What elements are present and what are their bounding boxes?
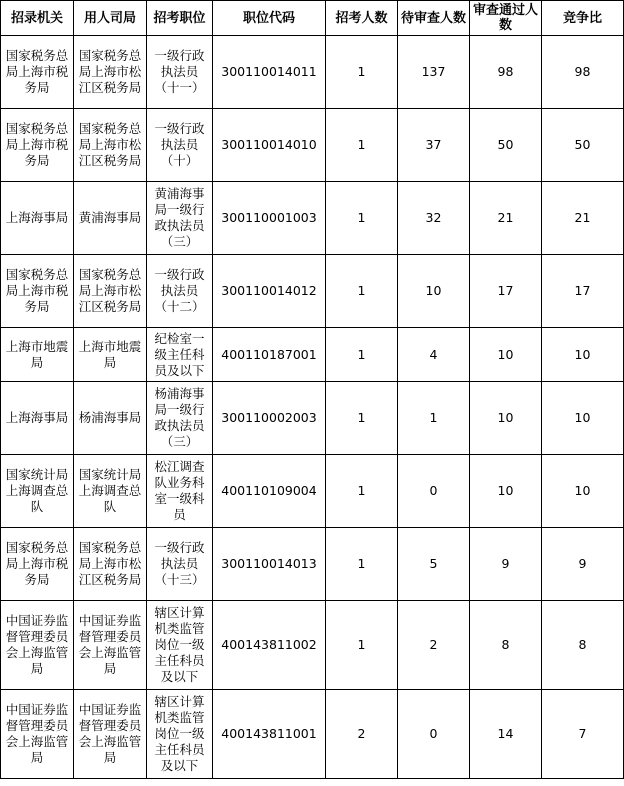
header-cell: 竞争比 <box>542 1 624 36</box>
table-row <box>1 601 624 690</box>
table-body <box>1 36 624 779</box>
table-cell: 9 <box>470 528 542 601</box>
header-cell: 用人司局 <box>74 1 147 36</box>
header-cell: 待审查人数 <box>398 1 470 36</box>
table-cell: 国家税务总局上海市税务局 <box>1 255 74 328</box>
table-row <box>1 328 624 382</box>
table-cell: 17 <box>542 255 624 328</box>
table-cell: 国家税务总局上海市税务局 <box>1 528 74 601</box>
table-cell: 50 <box>542 109 624 182</box>
table-cell: 98 <box>542 36 624 109</box>
table-cell: 10 <box>542 382 624 455</box>
table-cell: 上海海事局 <box>1 182 74 255</box>
table-cell: 1 <box>326 182 398 255</box>
table-cell: 一级行政执法员（十二） <box>147 255 213 328</box>
table-cell: 1 <box>326 109 398 182</box>
table-cell: 上海市地震局 <box>1 328 74 382</box>
table-cell: 1 <box>326 255 398 328</box>
header-cell: 招考人数 <box>326 1 398 36</box>
table-cell: 辖区计算机类监管岗位一级主任科员及以下 <box>147 690 213 779</box>
header-cell: 职位代码 <box>213 1 326 36</box>
table-cell: 1 <box>326 382 398 455</box>
table-row <box>1 690 624 779</box>
table-cell: 国家税务总局上海市税务局 <box>1 36 74 109</box>
table-cell: 8 <box>470 601 542 690</box>
table-cell: 中国证券监督管理委员会上海监管局 <box>1 601 74 690</box>
table-cell: 300110014012 <box>213 255 326 328</box>
table-cell: 5 <box>398 528 470 601</box>
table-cell: 1 <box>326 328 398 382</box>
table-cell: 一级行政执法员（十一） <box>147 36 213 109</box>
table-cell: 14 <box>470 690 542 779</box>
table-cell: 9 <box>542 528 624 601</box>
table-cell: 10 <box>542 328 624 382</box>
table-cell: 21 <box>542 182 624 255</box>
table-cell: 辖区计算机类监管岗位一级主任科员及以下 <box>147 601 213 690</box>
table-row <box>1 182 624 255</box>
table-cell: 10 <box>470 382 542 455</box>
table-header <box>1 1 624 36</box>
table-cell: 400110109004 <box>213 455 326 528</box>
table-cell: 国家税务总局上海市松江区税务局 <box>74 36 147 109</box>
table-cell: 1 <box>398 382 470 455</box>
table-cell: 2 <box>398 601 470 690</box>
table-cell: 一级行政执法员（十） <box>147 109 213 182</box>
table-cell: 1 <box>326 455 398 528</box>
table-cell: 黄浦海事局 <box>74 182 147 255</box>
table-cell: 1 <box>326 36 398 109</box>
table-cell: 300110002003 <box>213 382 326 455</box>
table-cell: 上海海事局 <box>1 382 74 455</box>
table-row <box>1 528 624 601</box>
table-cell: 国家税务总局上海市松江区税务局 <box>74 255 147 328</box>
table-cell: 137 <box>398 36 470 109</box>
table-cell: 1 <box>326 528 398 601</box>
table-cell: 98 <box>470 36 542 109</box>
table-row <box>1 455 624 528</box>
table-cell: 10 <box>542 455 624 528</box>
table-cell: 10 <box>470 328 542 382</box>
table-cell: 400143811001 <box>213 690 326 779</box>
table-cell: 2 <box>326 690 398 779</box>
table-cell: 300110014011 <box>213 36 326 109</box>
table-cell: 7 <box>542 690 624 779</box>
table-cell: 黄浦海事局一级行政执法员（三） <box>147 182 213 255</box>
table-row <box>1 109 624 182</box>
table-cell: 21 <box>470 182 542 255</box>
table-row <box>1 255 624 328</box>
table-cell: 杨浦海事局一级行政执法员（三） <box>147 382 213 455</box>
header-cell: 招考职位 <box>147 1 213 36</box>
table-cell: 上海市地震局 <box>74 328 147 382</box>
table-cell: 10 <box>398 255 470 328</box>
table-cell: 4 <box>398 328 470 382</box>
table-cell: 400143811002 <box>213 601 326 690</box>
table-cell: 中国证券监督管理委员会上海监管局 <box>1 690 74 779</box>
table-cell: 中国证券监督管理委员会上海监管局 <box>74 601 147 690</box>
table-cell: 10 <box>470 455 542 528</box>
header-row <box>1 1 624 36</box>
header-cell: 招录机关 <box>1 1 74 36</box>
table-cell: 300110014013 <box>213 528 326 601</box>
table-cell: 杨浦海事局 <box>74 382 147 455</box>
table-cell: 国家税务总局上海市松江区税务局 <box>74 109 147 182</box>
table-cell: 8 <box>542 601 624 690</box>
table-cell: 37 <box>398 109 470 182</box>
table-cell: 50 <box>470 109 542 182</box>
table-cell: 国家统计局上海调查总队 <box>74 455 147 528</box>
table-row <box>1 36 624 109</box>
table-cell: 17 <box>470 255 542 328</box>
table-cell: 0 <box>398 455 470 528</box>
table-cell: 300110014010 <box>213 109 326 182</box>
header-cell: 审查通过人数 <box>470 1 542 36</box>
table-cell: 国家统计局上海调查总队 <box>1 455 74 528</box>
table-cell: 1 <box>326 601 398 690</box>
table-cell: 中国证券监督管理委员会上海监管局 <box>74 690 147 779</box>
table-cell: 0 <box>398 690 470 779</box>
table-cell: 300110001003 <box>213 182 326 255</box>
table-row <box>1 382 624 455</box>
table-cell: 400110187001 <box>213 328 326 382</box>
table-cell: 国家税务总局上海市税务局 <box>1 109 74 182</box>
table-cell: 一级行政执法员（十三） <box>147 528 213 601</box>
table-cell: 纪检室一级主任科员及以下 <box>147 328 213 382</box>
table-cell: 松江调查队业务科室一级科员 <box>147 455 213 528</box>
table-cell: 32 <box>398 182 470 255</box>
table-cell: 国家税务总局上海市松江区税务局 <box>74 528 147 601</box>
